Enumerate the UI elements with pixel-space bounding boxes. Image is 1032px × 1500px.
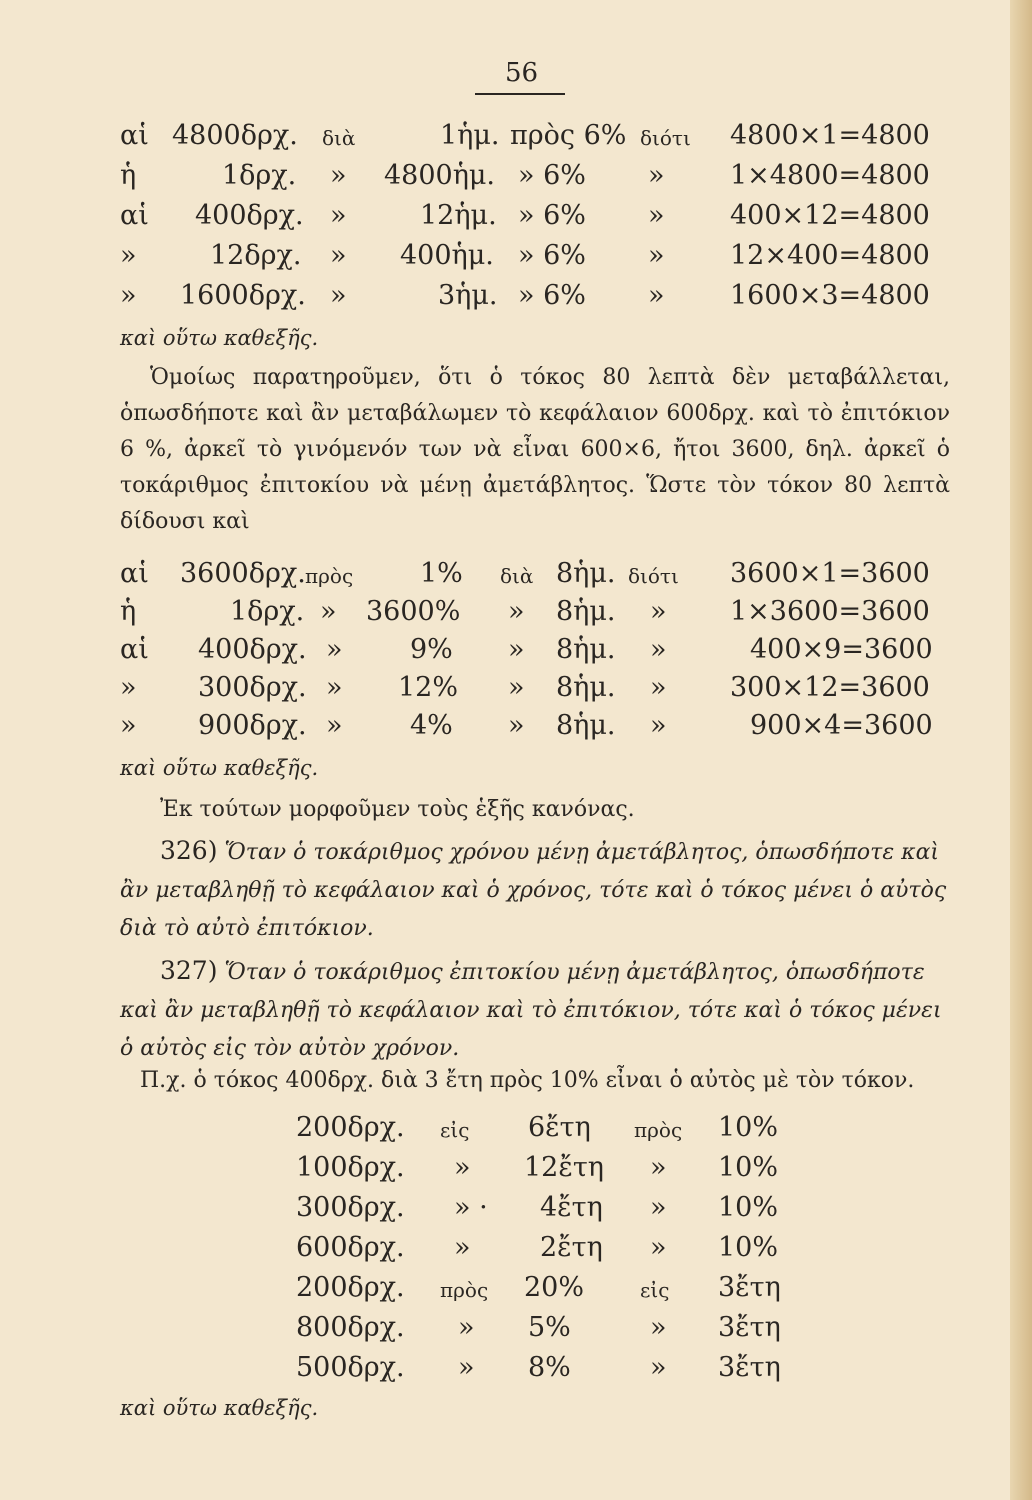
table-row — [0, 240, 1000, 280]
cell-article: » — [120, 672, 137, 703]
cell-article: αἱ — [120, 200, 149, 231]
rule-326 — [120, 832, 950, 948]
cell-word: » — [454, 1152, 471, 1183]
cell-days: 8ἡμ. — [556, 634, 616, 665]
cell-article: » — [120, 280, 137, 311]
cell-article: ἡ — [120, 160, 137, 191]
table-row — [0, 1152, 1000, 1192]
cell-capital: 600δρχ. — [296, 1232, 405, 1263]
page-edge — [1010, 0, 1032, 1500]
table-row — [0, 596, 1000, 636]
rule-327-number: 327) — [160, 956, 218, 985]
cell-value: 12ἔτη — [524, 1152, 604, 1183]
cell-pros: πρὸς — [305, 564, 354, 588]
cell-capital: 1δρχ. — [222, 160, 297, 191]
table-row — [0, 1272, 1000, 1312]
cell-product: 400×9=3600 — [750, 634, 933, 665]
cell-word: » — [458, 1352, 475, 1383]
cell-word: » · — [454, 1192, 488, 1223]
table-row — [0, 634, 1000, 674]
cell-days: 3ἡμ. — [438, 280, 498, 311]
paragraph-2-text: Ἐκ τούτων μορφοῦμεν τοὺς ἑξῆς κανόνας. — [160, 797, 635, 822]
cell-word: » — [458, 1312, 475, 1343]
cell-rate: » 6% — [518, 280, 586, 311]
cell-days: 1ἡμ. — [440, 120, 500, 151]
cell-value: 5% — [528, 1312, 571, 1343]
cell-dioti: » — [650, 596, 667, 627]
cell-dia: » — [508, 634, 525, 665]
cell-product: 300×12=3600 — [730, 672, 930, 703]
table-row — [0, 1112, 1000, 1152]
cell-days: 4800ἡμ. — [384, 160, 496, 191]
cell-word: πρὸς — [634, 1118, 683, 1142]
cell-days: 8ἡμ. — [556, 710, 616, 741]
cell-days: 12ἡμ. — [420, 200, 497, 231]
cell-article: » — [120, 710, 137, 741]
cell-rate: 1% — [420, 558, 463, 589]
cell-dia: » — [508, 710, 525, 741]
cell-value: 10% — [718, 1152, 779, 1183]
cell-dia: » — [508, 672, 525, 703]
cell-value: 4ἔτη — [540, 1192, 603, 1223]
cell-dioti: » — [650, 634, 667, 665]
cell-product: 1×4800=4800 — [730, 160, 930, 191]
cell-pros: » — [326, 634, 343, 665]
table-row — [0, 1192, 1000, 1232]
cell-pros: » — [320, 596, 337, 627]
cell-value: 8% — [528, 1352, 571, 1383]
table-row — [0, 280, 1000, 320]
cell-capital: 300δρχ. — [296, 1192, 405, 1223]
cell-dia: » — [330, 240, 347, 271]
cell-capital: 300δρχ. — [198, 672, 307, 703]
kai-outo-kathexis-1: καὶ οὕτω καθεξῆς. — [120, 326, 319, 350]
cell-days: 8ἡμ. — [556, 558, 616, 589]
cell-days: 8ἡμ. — [556, 596, 616, 627]
cell-capital: 100δρχ. — [296, 1152, 405, 1183]
cell-capital: 400δρχ. — [198, 634, 307, 665]
cell-article: ἡ — [120, 596, 137, 627]
table-row — [0, 672, 1000, 712]
paragraph-1-text: Ὁμοίως παρατηροῦμεν, ὅτι ὁ τόκος 80 λεπτὰ δὲν μεταβάλλεται, ὁπωσδήποτε καὶ ἂν μεταβάλωμεν τὸ κεφάλαιον 600δρχ. καὶ τὸ ἐπιτόκιον 6 %, ἀρκεῖ τὸ γινόμενόν των νὰ εἶναι 600×6, ἤτοι 3600, δηλ. ἀρκεῖ ὁ τοκάριθμος ἐπιτοκίου νὰ μένῃ ἀμετάβλητος. Ὥστε τὸν τόκον 80 λεπτὰ δίδουσι καὶ — [120, 365, 950, 534]
table-row — [0, 1352, 1000, 1392]
cell-word: πρὸς — [440, 1278, 489, 1302]
cell-word: » — [650, 1192, 667, 1223]
cell-pros: » — [326, 672, 343, 703]
table-row — [0, 200, 1000, 240]
cell-article: αἱ — [120, 634, 149, 665]
table-row — [0, 1232, 1000, 1272]
cell-capital: 1600δρχ. — [180, 280, 306, 311]
cell-dia: διὰ — [500, 564, 534, 588]
rule-327-text: Ὅταν ὁ τοκάριθμος ἐπιτοκίου μένῃ ἀμετάβλητος, ὁπωσδήποτε καὶ ἂν μεταβληθῇ τὸ κεφάλαιον καὶ τὸ ἐπιτόκιον, τότε καὶ ὁ τόκος μένει ὁ αὐτὸς εἰς τὸν αὐτὸν χρόνον. — [120, 960, 942, 1061]
cell-days: 8ἡμ. — [556, 672, 616, 703]
cell-capital: 4800δρχ. — [172, 120, 298, 151]
cell-article: αἱ — [120, 558, 149, 589]
page-number-underline — [475, 93, 565, 95]
cell-value: 3ἔτη — [718, 1272, 781, 1303]
table-row — [0, 1312, 1000, 1352]
page-number: 56 — [505, 58, 539, 88]
cell-article: » — [120, 240, 137, 271]
cell-dioti: » — [650, 672, 667, 703]
cell-word: εἰς — [640, 1278, 670, 1302]
cell-value: 2ἔτη — [540, 1232, 603, 1263]
cell-rate: πρὸς 6% — [510, 120, 627, 151]
cell-product: 12×400=4800 — [730, 240, 930, 271]
kai-outo-kathexis-2: καὶ οὕτω καθεξῆς. — [120, 756, 319, 780]
cell-product: 400×12=4800 — [730, 200, 930, 231]
cell-product: 1×3600=3600 — [730, 596, 930, 627]
cell-dioti: » — [648, 280, 665, 311]
cell-product: 4800×1=4800 — [730, 120, 930, 151]
cell-product: 3600×1=3600 — [730, 558, 930, 589]
cell-value: 3ἔτη — [718, 1352, 781, 1383]
cell-rate: 9% — [410, 634, 453, 665]
cell-word: εἰς — [440, 1118, 470, 1142]
table-row — [0, 710, 1000, 750]
cell-capital: 12δρχ. — [210, 240, 302, 271]
cell-capital: 200δρχ. — [296, 1112, 405, 1143]
cell-dioti: » — [648, 200, 665, 231]
cell-value: 10% — [718, 1192, 779, 1223]
cell-dioti: » — [650, 710, 667, 741]
cell-product: 1600×3=4800 — [730, 280, 930, 311]
cell-word: » — [650, 1352, 667, 1383]
table-row — [0, 120, 1000, 160]
cell-dioti: διότι — [640, 126, 691, 150]
cell-dia: » — [330, 200, 347, 231]
cell-capital: 1δρχ. — [230, 596, 305, 627]
paragraph-1 — [120, 360, 950, 540]
cell-capital: 900δρχ. — [198, 710, 307, 741]
cell-dioti: διότι — [628, 564, 679, 588]
cell-value: 10% — [718, 1112, 779, 1143]
cell-rate: 3600% — [366, 596, 461, 627]
table-row — [0, 160, 1000, 200]
example-line: Π.χ. ὁ τόκος 400δρχ. διὰ 3 ἔτη πρὸς 10% εἶναι ὁ αὐτὸς μὲ τὸν τόκον. — [140, 1068, 915, 1093]
kai-outo-kathexis-3: καὶ οὕτω καθεξῆς. — [120, 1396, 319, 1420]
cell-capital: 400δρχ. — [195, 200, 304, 231]
cell-capital: 200δρχ. — [296, 1272, 405, 1303]
table-row — [0, 558, 1000, 598]
cell-value: 3ἔτη — [718, 1312, 781, 1343]
paragraph-2 — [120, 792, 950, 828]
cell-rate: » 6% — [518, 160, 586, 191]
cell-capital: 800δρχ. — [296, 1312, 405, 1343]
cell-value: 6ἔτη — [528, 1112, 591, 1143]
cell-rate: 12% — [398, 672, 459, 703]
cell-dia: » — [330, 160, 347, 191]
cell-word: » — [650, 1232, 667, 1263]
cell-word: » — [650, 1152, 667, 1183]
cell-days: 400ἡμ. — [400, 240, 494, 271]
cell-capital: 3600δρχ. — [180, 558, 306, 589]
cell-dioti: » — [648, 160, 665, 191]
cell-product: 900×4=3600 — [750, 710, 933, 741]
cell-dia: » — [508, 596, 525, 627]
cell-pros: » — [326, 710, 343, 741]
cell-rate: 4% — [410, 710, 453, 741]
cell-value: 20% — [524, 1272, 585, 1303]
cell-word: » — [454, 1232, 471, 1263]
rule-326-number: 326) — [160, 836, 218, 865]
rule-326-text: Ὅταν ὁ τοκάριθμος χρόνου μένῃ ἀμετάβλητος, ὁπωσδήποτε καὶ ἂν μεταβληθῇ τὸ κεφάλαιον καὶ ὁ χρόνος, τότε καὶ ὁ τόκος μένει ὁ αὐτὸς διὰ τὸ αὐτὸ ἐπιτόκιον. — [120, 840, 947, 941]
cell-value: 10% — [718, 1232, 779, 1263]
cell-dia: » — [330, 280, 347, 311]
cell-dioti: » — [648, 240, 665, 271]
cell-dia: διὰ — [322, 126, 356, 150]
cell-capital: 500δρχ. — [296, 1352, 405, 1383]
rule-327 — [120, 952, 950, 1068]
cell-word: » — [650, 1312, 667, 1343]
cell-rate: » 6% — [518, 240, 586, 271]
cell-rate: » 6% — [518, 200, 586, 231]
cell-article: αἱ — [120, 120, 149, 151]
